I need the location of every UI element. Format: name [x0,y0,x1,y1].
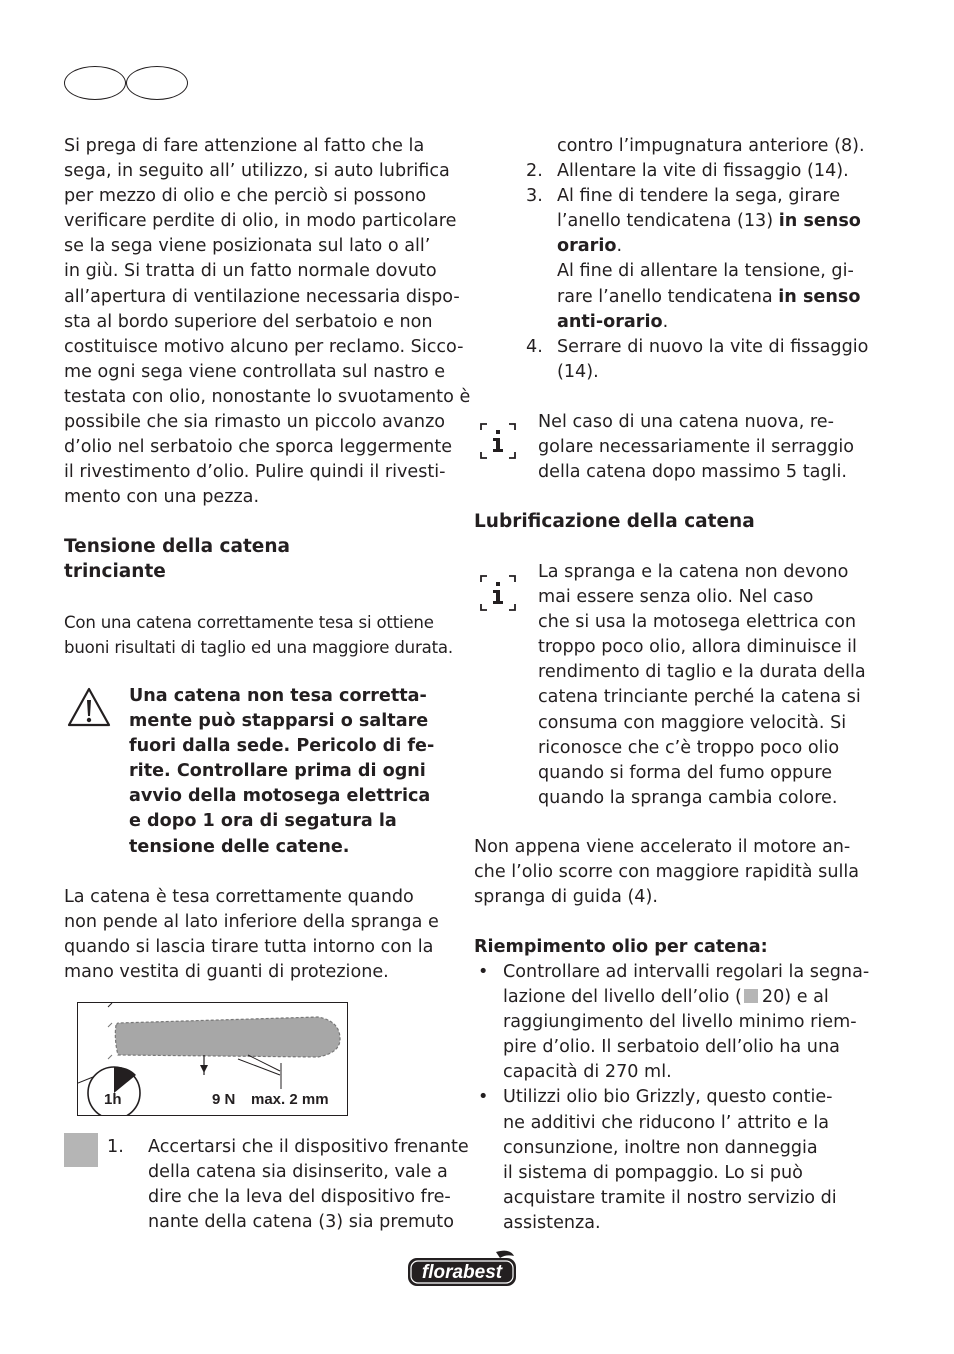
section-heading-lubrication: Lubrificazione della catena [474,511,755,532]
info-note-new-chain [538,410,868,485]
steps-list [526,134,869,385]
text-line: della catena sia disinserito, vale a [148,1162,448,1183]
step-number: 4. [526,336,543,357]
step-number: 2. [526,161,543,182]
text-line: (14). [557,361,599,382]
text-line: quando si lascia tirare tutta intorno con la [64,937,434,958]
chain-tension-diagram [77,1002,348,1116]
bold-fragment: in senso [778,286,861,307]
gray-square-icon [744,989,758,1003]
text-fragment: lazione del livello dell’olio ( [503,987,742,1008]
oil-fill-bullets [474,960,874,1236]
step-number: 1. [107,1137,124,1157]
section-heading-chain-tension [64,534,454,584]
language-oval-icon [64,66,126,100]
text-line: Utilizzi olio bio Grizzly, questo contie- [503,1087,833,1108]
text-line: non pende al lato inferiore della spranga e [64,912,439,933]
info-icon [479,422,515,458]
text-line: troppo poco olio, allora diminuisce il [538,637,857,658]
text-line: possibile che sia rimasto un piccolo avanzo [64,412,446,433]
text-line: quando la spranga cambia colore. [538,787,838,808]
text-line [557,209,866,234]
step-number: 3. [526,186,543,207]
bold-fragment: anti-orario [557,311,663,332]
text-line: nante della catena (3) sia premuto [148,1212,454,1233]
text-line: d’olio nel serbatoio che sporca leggermente [64,437,453,458]
text-line: della catena dopo massimo 5 tagli. [538,462,847,483]
text-line [557,310,866,335]
text-line: golare necessariamente il serraggio [538,437,855,458]
text-line: capacità di 270 ml. [503,1062,672,1083]
text-line [557,234,866,259]
oil-fill-heading: Riempimento olio per catena: [474,937,768,957]
text-line: buoni risultati di taglio ed una maggiore durata. [64,638,453,658]
text-line: me ogni sega viene controllata sul nastro e [64,361,446,382]
tension-intro-paragraph [64,610,454,660]
text-line: acquistare tramite il nostro servizio di [503,1187,837,1208]
text-fragment: . [662,311,669,332]
text-line: Non appena viene accelerato il motore an- [474,837,851,857]
text-fragment: l’anello tendicatena (13) [557,211,779,232]
text-line: riconosce che c’è troppo poco olio [538,737,840,758]
bullet-dot-icon: • [478,962,489,982]
text-line: consuma con maggiore velocità. Si [538,712,847,733]
text-line: La catena è tesa correttamente quando [64,887,414,907]
step-1-continuation: contro l’impugnatura anteriore (8). [557,136,865,156]
text-line: sega, in seguito all’ utilizzo, si auto lubrifica [64,161,450,182]
bullet-dot-icon: • [478,1087,489,1108]
warning-icon [66,686,112,728]
text-line: rite. Controllare prima di ogni [129,761,426,782]
text-line: all’apertura di ventilazione necessaria dispo- [64,286,460,307]
gray-square-icon [64,1133,98,1167]
text-line: assistenza. [503,1212,601,1233]
text-line: mano vestita di guanti di protezione. [64,962,389,983]
text-fragment: . [616,236,623,257]
text-line: raggiungimento del livello minimo riem- [503,1012,857,1033]
diagram-label-1h: 1h [104,1091,122,1108]
text-line: quando si forma del fumo oppure [538,762,833,783]
text-line: avvio della motosega elettrica [129,786,431,807]
logo-text: florabest [421,1262,503,1283]
text-line: Serrare di nuovo la vite di fissaggio [557,336,869,357]
bullet-item [474,1085,874,1236]
text-line: Accertarsi che il dispositivo frenante [148,1137,469,1157]
text-line: mento con una pezza. [64,487,260,508]
step-4 [526,335,869,385]
text-line: che si usa la motosega elettrica con [538,612,857,633]
florabest-logo [406,1250,518,1288]
heading-line: Tensione della catena [64,536,290,557]
text-line: il rivestimento d’olio. Pulire quindi il rivesti- [64,462,446,483]
bold-fragment: in senso [778,211,861,232]
text-fragment: rare l’anello tendicatena [557,286,779,307]
text-line: che l’olio scorre con maggiore rapidità sulla [474,862,860,883]
acceleration-paragraph [474,835,874,910]
step-1 [107,1135,469,1235]
text-line: Si prega di fare attenzione al fatto che la [64,136,425,156]
text-line: e dopo 1 ora di segatura la [129,811,397,832]
bold-fragment: orario [557,236,617,257]
text-line: pire d’olio. Il serbatoio dell’olio ha una [503,1037,840,1058]
bullet-item [474,960,874,1085]
heading-line: trinciante [64,561,166,582]
text-line: testata con olio, nonostante lo svuotamento è [64,386,471,407]
tension-check-paragraph [64,885,454,985]
text-line: fuori dalla sede. Pericolo di fe- [129,736,435,757]
text-line: rendimento di taglio e la durata della [538,662,866,683]
text-line: dire che la leva del dispositivo fre- [148,1187,451,1208]
text-line: consunzione, inoltre non danneggia [503,1137,818,1158]
intro-paragraph [64,134,471,510]
info-icon [479,574,515,610]
text-line: Una catena non tesa corretta- [129,686,427,706]
diagram-label-force: 9 N [212,1091,236,1108]
text-line: Allentare la vite di fissaggio (14). [557,161,849,182]
text-line: La spranga e la catena non devono [538,562,849,582]
text-line: mente può stapparsi o saltare [129,711,429,732]
text-line: in giù. Si tratta di un fatto normale dovuto [64,261,437,282]
text-line: Al fine di allentare la tensione, gi- [557,261,854,282]
info-note-oil [538,560,868,811]
text-line: per mezzo di olio e che perciò si possono [64,186,427,207]
text-line: verificare perdite di olio, in modo particolare [64,211,457,232]
text-fragment: 20) e al [761,987,829,1008]
text-line: Con una catena correttamente tesa si ottiene [64,613,434,632]
diagram-label-max: max. 2 mm [251,1091,329,1108]
text-line: ne additivi che riducono l’ attrito e la [503,1112,829,1133]
text-line: tensione delle catene. [129,836,350,857]
text-line: mai essere senza olio. Nel caso [538,587,814,608]
text-line [557,285,866,310]
text-line: spranga di guida (4). [474,887,658,908]
warning-text [129,684,449,860]
text-line: Controllare ad intervalli regolari la segna- [503,962,870,982]
text-line: il sistema di pompaggio. Lo si può [503,1162,803,1183]
text-line: Nel caso di una catena nuova, re- [538,412,834,432]
text-line: Al fine di tendere la sega, girare [557,186,841,207]
text-line: catena trinciante perché la catena si [538,687,861,708]
language-ovals [64,66,188,100]
text-line: costituisce motivo alcuno per reclamo. Sicco- [64,336,464,357]
language-oval-icon [126,66,188,100]
step-2 [526,159,866,184]
step-3 [526,184,866,335]
text-line [503,985,874,1010]
text-line: se la sega viene posizionata sul lato o all’ [64,236,431,257]
text-line: sta al bordo superiore del serbatoio e non [64,311,433,332]
